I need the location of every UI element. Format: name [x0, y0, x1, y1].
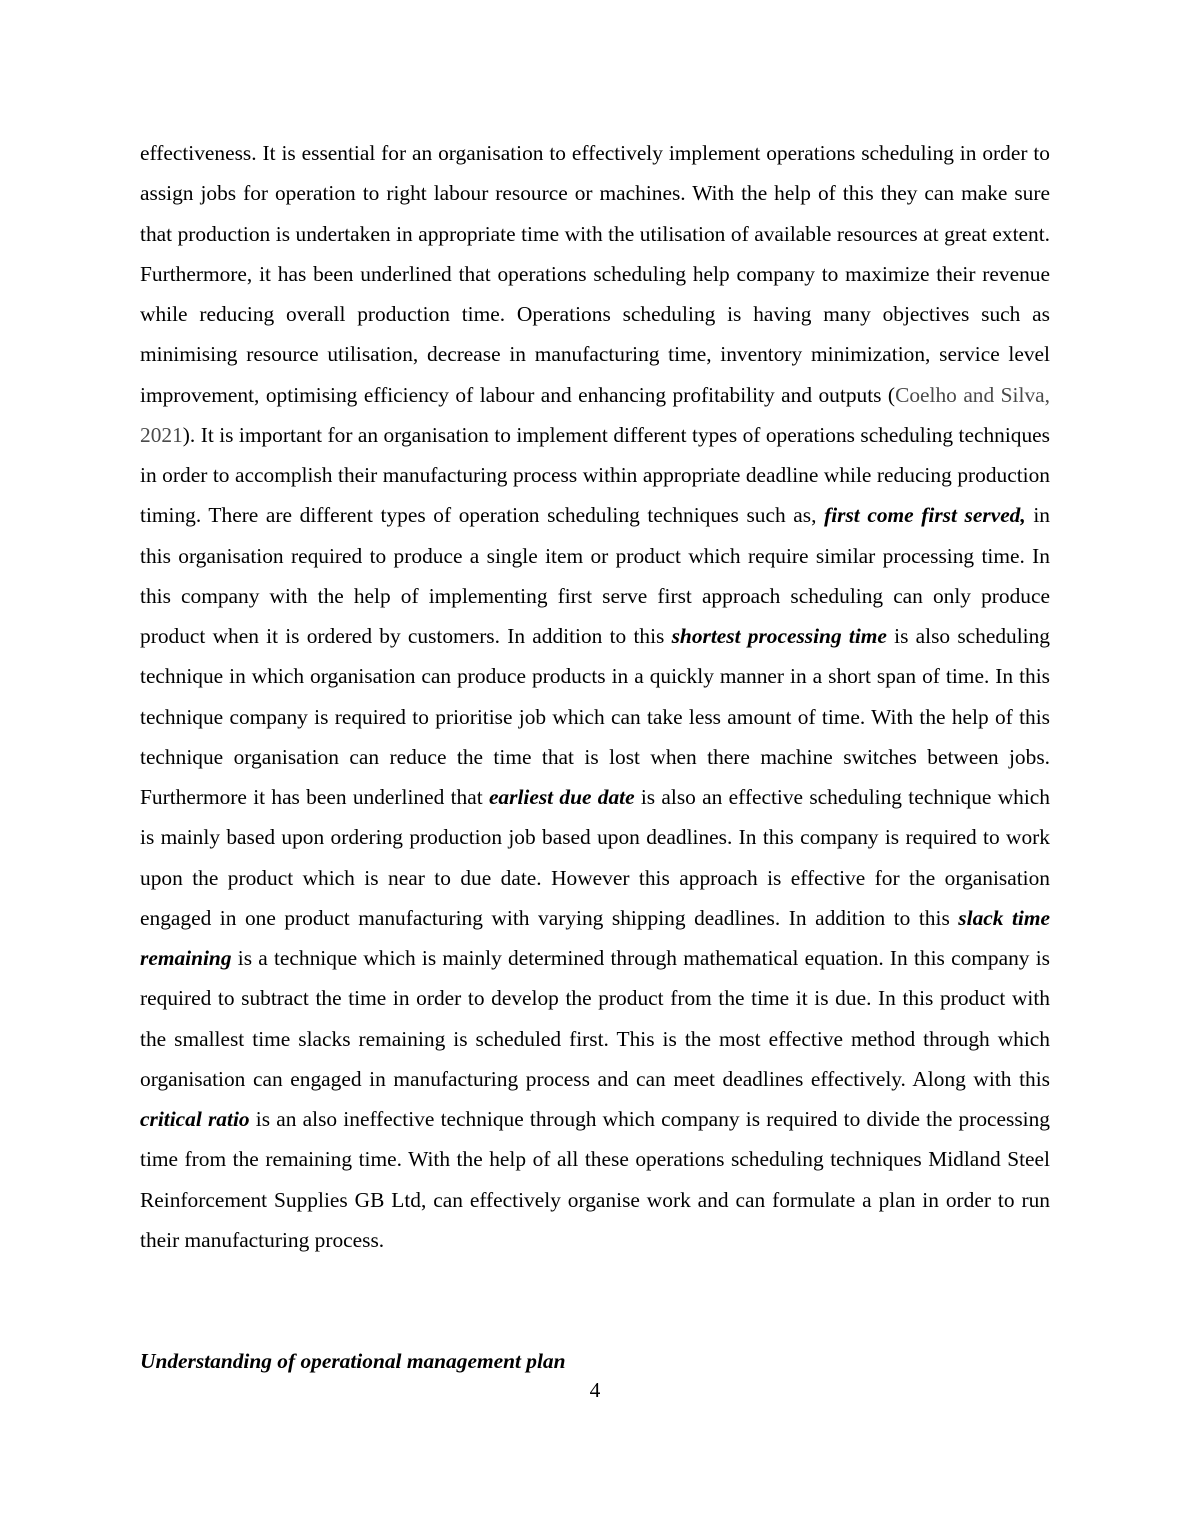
paragraph-text: is also scheduling technique in which organisation can produce products in a quickly manner in a short span of time. In this technique company is required to prioritise job which can take less amount of time. With the help of this technique organisation can reduce the time that is lost when there machine switches between jobs. Furthermore it has been underlined that	[140, 624, 1050, 809]
emphasized-term: earliest due date	[488, 785, 635, 809]
body-paragraph	[140, 133, 1050, 1260]
paragraph-text: in this organisation required to produce a single item or product which require similar processing time. In this company with the help of implementing first serve first approach scheduling can only produce product when it is ordered by customers. In addition to this	[140, 503, 1050, 648]
emphasized-term: shortest processing time	[671, 624, 887, 648]
citation: Coelho and Silva, 2021	[140, 382, 1050, 447]
emphasized-term: first come first served,	[824, 503, 1026, 528]
paragraph-text: is a technique which is mainly determined through mathematical equation. In this company is required to subtract the time in order to develop the product from the time it is due. In this product with the smallest time slacks remaining is scheduled first. This is the most effective method through which organisation can engaged in manufacturing process and can meet deadlines effectively. Along with this	[140, 946, 1050, 1091]
paragraph-text: ). It is important for an organisation to implement different types of operations scheduling techniques in order to accomplish their manufacturing process within appropriate deadline while reducing production timing. There are different types of operation scheduling techniques such as,	[140, 422, 1050, 528]
paragraph-text: is also an effective scheduling technique which is mainly based upon ordering production job based upon deadlines. In this company is required to work upon the product which is near to due date. However this approach is effective for the organisation engaged in one product manufacturing with varying shipping deadlines. In addition to this	[140, 785, 1050, 930]
page-number: 4	[589, 1378, 601, 1402]
paragraph-text: effectiveness. It is essential for an organisation to effectively implement operations scheduling in order to assign jobs for operation to right labour resource or machines. With the help of this they can make sure that production is undertaken in appropriate time with the utilisation of available resources at great extent. Furthermore, it has been underlined that operations scheduling help company to maximize their revenue while reducing overall production time. Operations scheduling is having many objectives such as minimising resource utilisation, decrease in manufacturing time, inventory minimization, service level improvement, optimising efficiency of labour and enhancing profitability and outputs (	[140, 141, 1050, 407]
paragraph-text: is an also ineffective technique through which company is required to divide the processing time from the remaining time. With the help of all these operations scheduling techniques Midland Steel Reinforcement Supplies GB Ltd, can effectively organise work and can formulate a plan in order to run their manufacturing process.	[140, 1107, 1051, 1252]
emphasized-term: critical ratio	[140, 1107, 250, 1131]
section-heading: Understanding of operational management plan	[140, 1349, 566, 1373]
emphasized-term: slack time remaining	[140, 905, 1050, 970]
